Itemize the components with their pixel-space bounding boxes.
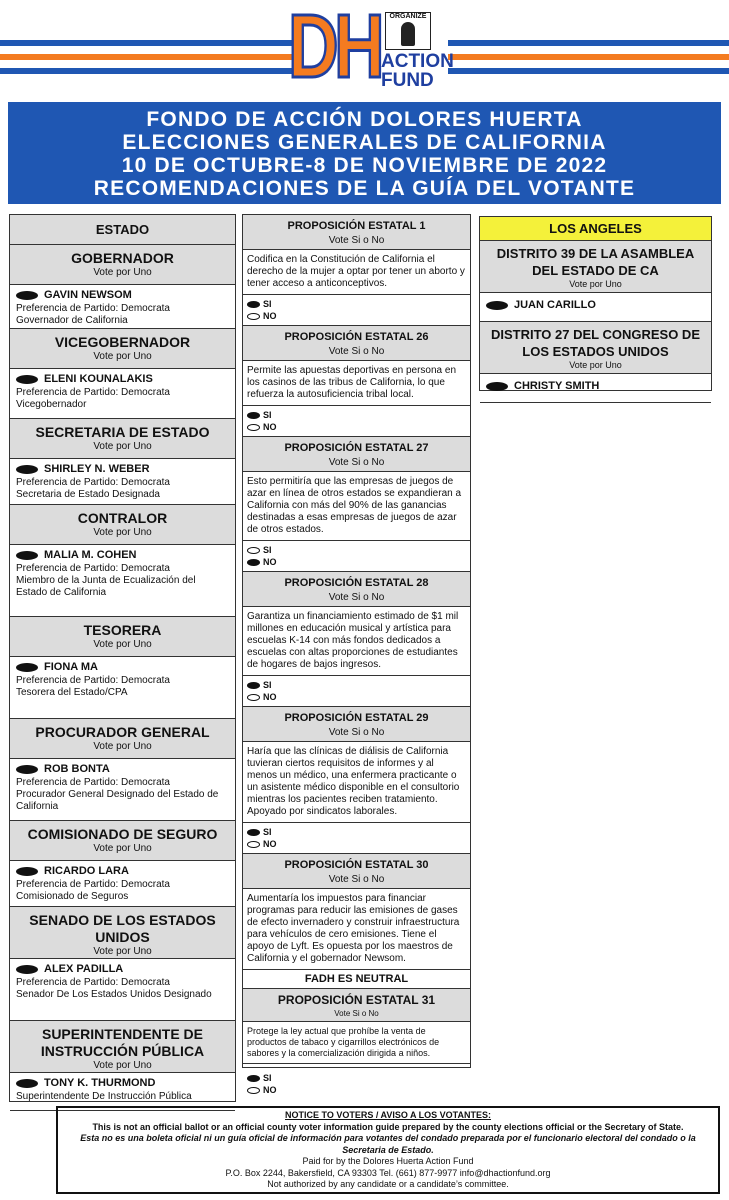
notice-authorization: Not authorized by any candidate or a candidate’s committee. [267,1179,509,1189]
filled-oval-icon[interactable] [16,765,38,774]
vote-instruction: Vote por Uno [93,267,152,278]
state-column [9,214,236,1102]
no-option[interactable] [247,1084,466,1096]
yes-no-options [243,406,470,437]
office-header [10,329,235,369]
vote-instruction: Vote por Uno [569,360,622,370]
candidate-name [16,373,229,385]
empty-oval-icon[interactable] [247,694,260,701]
vote-instruction: Vote Si o No [328,457,385,468]
candidate-line-1: Preferencia de Partido: Democrata [16,777,170,788]
no-label: NO [263,422,277,432]
candidate-line-1: Superintendente De Instrucción Pública [16,1091,192,1102]
office-title: GOBERNADOR [71,250,174,266]
proposition-header [243,989,470,1022]
notice-paid-for: Paid for by the Dolores Huerta Action Fund [302,1156,474,1166]
organize-badge [385,12,431,50]
office-title: PROCURADOR GENERAL [35,724,210,740]
candidate-entry [480,374,711,403]
no-label: NO [263,311,277,321]
yes-option[interactable] [247,409,466,421]
vote-instruction: Vote Si o No [334,1009,379,1018]
vote-instruction: Vote Si o No [328,235,385,246]
notice-to-voters [56,1106,720,1194]
proposition-header [243,707,470,742]
proposition-description: Garantiza un financiamiento estimado de $1 mil millones en educación musical y artística para escuelas K-14 con más fondos dedicados a escuelas con altas proporciones de estudiantes de hogares de bajos ingresos. [243,607,470,676]
vote-instruction: Vote Si o No [328,874,385,885]
empty-oval-icon[interactable] [247,1087,260,1094]
candidate-name [486,299,705,311]
vote-instruction: Vote por Uno [93,741,152,752]
proposition-header [243,437,470,472]
office-title: SENADO DE LOS ESTADOS UNIDOS [29,912,216,945]
empty-oval-icon[interactable] [247,841,260,848]
candidate-name-text: TONY K. THURMOND [44,1077,156,1089]
candidate-name [16,549,229,561]
candidate-name-text: RICARDO LARA [44,865,129,877]
vote-instruction: Vote por Uno [93,946,152,957]
office-header [10,505,235,545]
filled-oval-icon[interactable] [247,1075,260,1082]
organize-text: ORGANIZE [389,13,427,20]
figure-icon [401,22,415,46]
proposition-title: PROPOSICIÓN ESTATAL 26 [284,331,429,343]
candidate-entry [480,293,711,322]
candidate-name [16,1077,229,1089]
proposition-description: Esto permitiría que las empresas de juegos de azar en línea de otros estados se expandieran a California con más del 90% de las ganancias destinadas a esas empresas de juegos de azar de otros estados. [243,472,470,541]
vote-instruction: Vote por Uno [93,843,152,854]
candidate-entry [10,459,235,505]
yes-no-options [243,676,470,707]
candidate-entry [10,959,235,1021]
office-header [10,419,235,459]
proposition-description: Haría que las clínicas de diálisis de California tuvieran ciertos requisitos de informes y al menos un médico, una enfermera practicante o un asistente médico disponible en el consultorio mientras los pacientes reciben tratamiento. Apoyado por sindicatos laborales. [243,742,470,823]
empty-oval-icon[interactable] [247,547,260,554]
yes-option[interactable] [247,544,466,556]
yes-option[interactable] [247,826,466,838]
candidate-line-1: Preferencia de Partido: Democrata [16,977,170,988]
filled-oval-icon[interactable] [486,301,508,310]
vote-instruction: Vote por Uno [93,527,152,538]
notice-title: NOTICE TO VOTERS / AVISO A LOS VOTANTES: [284,1110,491,1120]
proposition-description: Codifica en la Constitución de California el derecho de la mujer a optar por tener un aborto y tener acceso a anticonceptivos. [243,250,470,295]
no-option[interactable] [247,421,466,433]
proposition-header [243,854,470,889]
office-title: DISTRITO 27 DEL CONGRESO DE LOS ESTADOS UNIDOS [490,327,700,359]
filled-oval-icon[interactable] [16,375,38,384]
notice-spanish: Esta no es una boleta oficial ni un guía oficial de información para votantes del condado preparada por el funcionario electoral del condado o la Secretaria de Estado. [80,1133,696,1155]
candidate-entry [10,545,235,617]
logo-letters: DH [288,0,381,97]
empty-oval-icon[interactable] [247,424,260,431]
vote-instruction: Vote por Uno [93,1060,152,1071]
proposition-header [243,215,470,250]
yes-no-options [243,295,470,326]
banner-line: FONDO DE ACCIÓN DOLORES HUERTA [146,108,583,131]
yes-no-options [243,541,470,572]
stripe-blue-left-bottom [0,68,292,74]
no-option[interactable] [247,691,466,703]
office-header [480,322,711,374]
candidate-name [16,463,229,475]
proposition-title: PROPOSICIÓN ESTATAL 27 [284,442,429,454]
candidate-line-1: Preferencia de Partido: Democrata [16,387,170,398]
yes-no-options [243,1064,470,1104]
no-label: NO [263,1085,277,1095]
notice-address: P.O. Box 2244, Bakersfield, CA 93303 Tel. (661) 877-9977 info@dhactionfund.org [225,1167,551,1178]
filled-oval-icon[interactable] [247,559,260,566]
proposition-title: PROPOSICIÓN ESTATAL 30 [284,859,429,871]
los-angeles-header: LOS ANGELES [480,217,711,241]
dh-action-fund-logo [288,0,454,97]
proposition-title: PROPOSICIÓN ESTATAL 29 [284,712,429,724]
candidate-name [16,865,229,877]
candidate-name [16,661,229,673]
no-label: NO [263,692,277,702]
filled-oval-icon[interactable] [16,291,38,300]
office-title: VICEGOBERNADOR [54,334,191,350]
candidate-line-2: Miembro de la Junta de Ecualización del Estado de California [16,575,196,598]
filled-oval-icon[interactable] [16,867,38,876]
filled-oval-icon[interactable] [247,829,260,836]
no-label: NO [263,839,277,849]
candidate-line-1: Preferencia de Partido: Democrata [16,477,170,488]
vote-instruction: Vote por Uno [93,639,152,650]
no-option[interactable] [247,556,466,568]
stripe-blue-right-top [448,40,729,46]
candidate-line-2: Secretaria de Estado Designada [16,489,160,500]
candidate-name [16,763,229,775]
vote-instruction: Vote Si o No [328,727,385,738]
yes-label: SI [263,410,272,420]
proposition-title: PROPOSICIÓN ESTATAL 28 [284,577,429,589]
no-option[interactable] [247,838,466,850]
filled-oval-icon[interactable] [16,465,38,474]
logo-action-fund [381,52,454,90]
candidate-name-text: GAVIN NEWSOM [44,289,132,301]
office-title: TESORERA [83,622,162,638]
candidate-name-text: SHIRLEY N. WEBER [44,463,150,475]
yes-label: SI [263,1073,272,1083]
proposition-header [243,572,470,607]
candidate-entry [10,861,235,907]
stripe-orange-right [448,54,729,60]
no-label: NO [263,557,277,567]
filled-oval-icon[interactable] [16,965,38,974]
candidate-name-text: MALIA M. COHEN [44,549,137,561]
candidate-line-2: Tesorera del Estado/CPA [16,687,128,698]
office-title: COMISIONADO DE SEGURO [27,826,218,842]
vote-instruction: Vote por Uno [93,351,152,362]
filled-oval-icon[interactable] [16,551,38,560]
no-option[interactable] [247,310,466,322]
filled-oval-icon[interactable] [16,1079,38,1088]
vote-instruction: Vote por Uno [569,279,622,289]
candidate-line-2: Governador de California [16,315,128,326]
candidate-line-2: Vicegobernador [16,399,87,410]
candidate-name-text: ELENI KOUNALAKIS [44,373,153,385]
yes-option[interactable] [247,679,466,691]
office-title: SUPERINTENDENTE DE INSTRUCCIÓN PÚBLICA [40,1026,205,1059]
candidate-entry [10,657,235,719]
candidate-entry [10,759,235,821]
filled-oval-icon[interactable] [247,412,260,419]
office-header [10,245,235,285]
stripe-blue-right-bottom [448,68,729,74]
candidate-line-2: Comisionado de Seguros [16,891,129,902]
office-header [10,821,235,861]
office-header [10,719,235,759]
proposition-description: Permite las apuestas deportivas en persona en los casinos de las tribus de California, lo que refuerza la autosuficiencia tribal local. [243,361,470,406]
proposition-header [243,326,470,361]
banner-line: RECOMENDACIONES DE LA GUÍA DEL VOTANTE [93,177,636,200]
office-header [10,907,235,959]
logo-action: ACTION [381,51,454,72]
candidate-name [16,963,229,975]
vote-instruction: Vote por Uno [93,441,152,452]
office-header [10,1021,235,1073]
candidate-line-2: Procurador General Designado del Estado de California [16,789,219,812]
proposition-title: PROPOSICIÓN ESTATAL 1 [287,220,426,232]
vote-instruction: Vote Si o No [328,346,385,357]
neutral-note: FADH ES NEUTRAL [243,970,470,989]
candidate-line-1: Preferencia de Partido: Democrata [16,563,170,574]
yes-label: SI [263,827,272,837]
filled-oval-icon[interactable] [247,301,260,308]
banner-line: ELECCIONES GENERALES DE CALIFORNIA [122,131,607,154]
candidate-entry [10,285,235,329]
candidate-name [16,289,229,301]
empty-oval-icon[interactable] [247,313,260,320]
candidate-name-text: FIONA MA [44,661,98,673]
proposition-description: Protege la ley actual que prohíbe la venta de productos de tabaco y cigarrillos electrónicos de sabores y la comercialización dirigida a niños. [243,1022,470,1064]
notice-english: This is not an official ballot or an official county voter information guide prepared by the county elections official or the Secretary of State. [92,1121,684,1132]
los-angeles-column [479,216,712,391]
office-title: CONTRALOR [77,510,168,526]
logo-fund: FUND [381,70,434,91]
candidate-name [486,380,705,392]
proposition-title: PROPOSICIÓN ESTATAL 31 [277,993,436,1007]
candidate-name-text: ROB BONTA [44,763,110,775]
state-header-text: ESTADO [95,222,150,237]
candidate-name-text: ALEX PADILLA [44,963,124,975]
filled-oval-icon[interactable] [16,663,38,672]
candidate-line-1: Preferencia de Partido: Democrata [16,879,170,890]
filled-oval-icon[interactable] [486,382,508,391]
yes-label: SI [263,545,272,555]
yes-option[interactable] [247,298,466,310]
propositions-column [242,214,471,1095]
stripe-orange-left [0,54,292,60]
proposition-description: Aumentaría los impuestos para financiar programas para reducir las emisiones de gases de efecto invernadero y construir infraestructura para vehículos de cero emisiones. Tiene el apoyo de Lyft. Es opuesta por los maestros de California y el gobernador Newsom. [243,889,470,970]
banner-line: 10 DE OCTUBRE-8 DE NOVIEMBRE DE 2022 [121,154,608,177]
yes-label: SI [263,299,272,309]
office-header [10,617,235,657]
state-header [10,215,235,245]
title-banner [8,102,721,204]
yes-no-options [243,823,470,854]
vote-instruction: Vote Si o No [328,592,385,603]
candidate-entry [10,369,235,419]
office-title: DISTRITO 39 DE LA ASAMBLEA DEL ESTADO DE CA [496,246,695,278]
filled-oval-icon[interactable] [247,682,260,689]
office-header [480,241,711,293]
office-title: SECRETARIA DE ESTADO [35,424,210,440]
candidate-line-1: Preferencia de Partido: Democrata [16,303,170,314]
yes-option[interactable] [247,1072,466,1084]
candidate-line-1: Preferencia de Partido: Democrata [16,675,170,686]
candidate-name-text: CHRISTY SMITH [514,380,600,392]
yes-label: SI [263,680,272,690]
stripe-blue-left-top [0,40,292,46]
candidate-name-text: JUAN CARILLO [514,299,596,311]
candidate-line-2: Senador De Los Estados Unidos Designado [16,989,212,1000]
